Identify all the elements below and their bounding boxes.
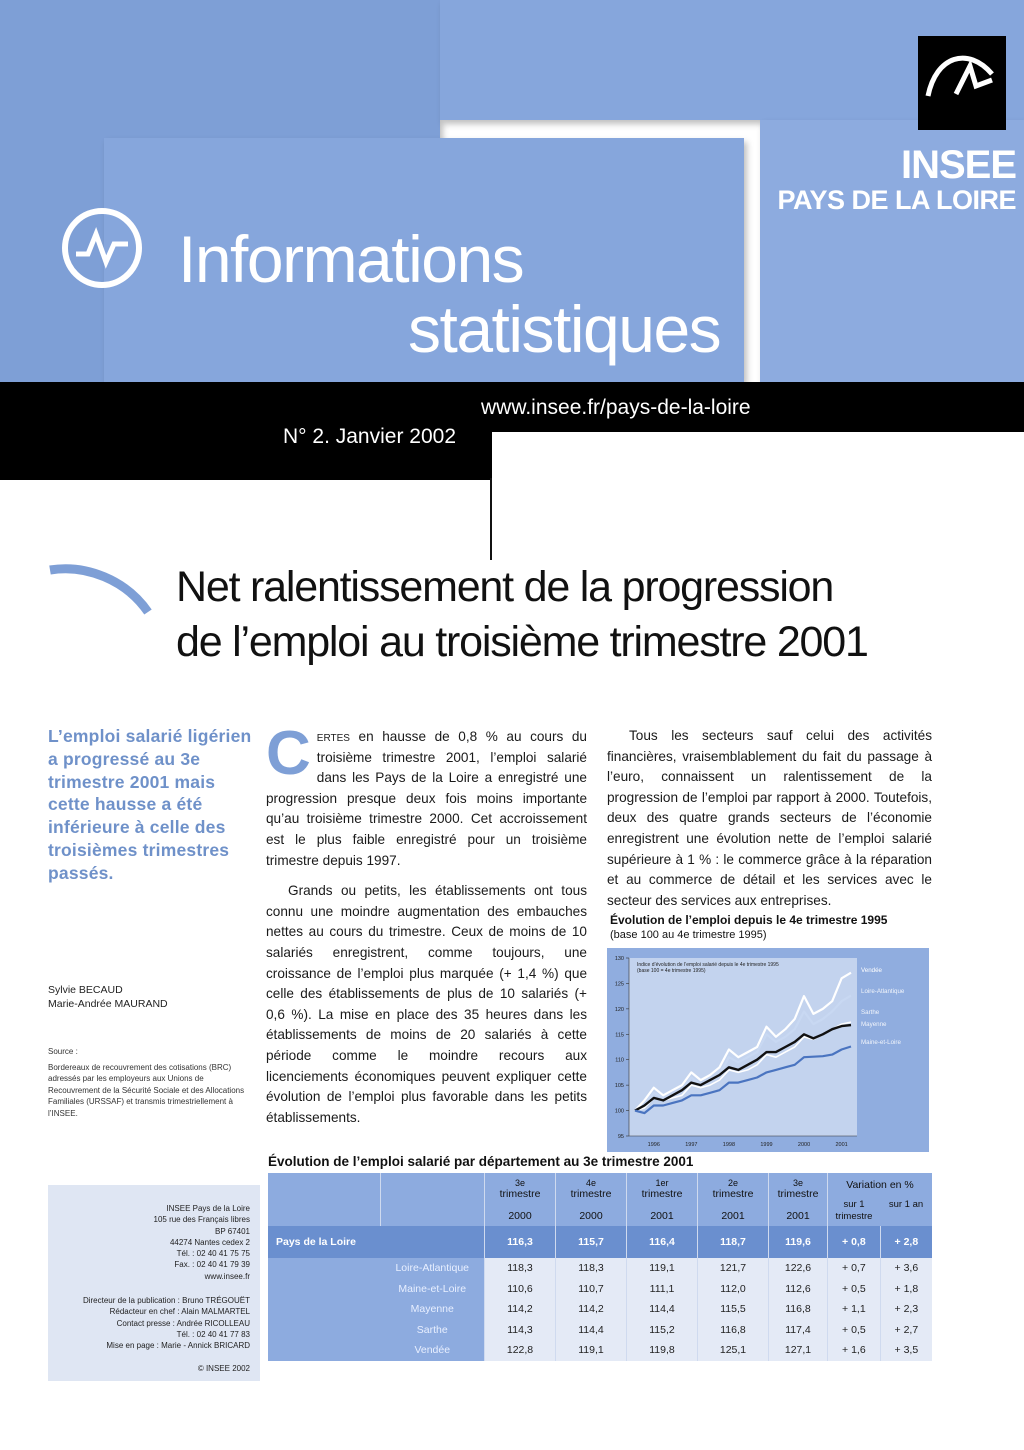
author-2: Marie-Andrée MAURAND [48, 998, 168, 1010]
legend-label: Mayenne [861, 1021, 887, 1028]
contact-address-line: www.insee.fr [204, 1271, 250, 1281]
header-col-3: 1er trimestre 2001 [627, 1173, 698, 1226]
chart-inner-subtitle: (base 100 = 4e trimestre 1995) [637, 968, 706, 974]
contact-address-line: 44274 Nantes cedex 2 [169, 1237, 250, 1247]
chart-container [607, 948, 929, 1152]
header-var-an: sur 1 an [888, 1199, 924, 1210]
contact-staff-line: Mise en page : Marie - Annick BRICARD [106, 1341, 250, 1351]
authors [48, 983, 168, 1011]
row-label: Sarthe [381, 1320, 485, 1341]
x-tick-label: 1996 [647, 1142, 660, 1148]
header-col-5: 3e trimestre 2001 [769, 1173, 828, 1226]
row-label: Loire-Atlantique [381, 1258, 485, 1279]
row-label: Mayenne [381, 1299, 485, 1320]
table-row-total: Pays de la Loire 116,3 115,7 116,4 118,7 119,6 + 0,8 + 2,8 [268, 1226, 932, 1258]
y-tick-label: 105 [614, 1083, 624, 1090]
table-row: Maine-et-Loire 110,6 110,7 111,1 112,0 112,6 + 0,5 + 1,8 [268, 1279, 932, 1300]
contact-staff [83, 1295, 250, 1351]
contact-box [48, 1185, 260, 1381]
x-tick-label: 1998 [722, 1142, 736, 1148]
row-label: Maine-et-Loire [381, 1279, 485, 1300]
contact-address-line: Tél. : 02 40 41 75 75 [176, 1249, 250, 1259]
contact-staff-line: Contact presse : Andrée RICOLLEAU [116, 1318, 250, 1328]
header-title-line2: statistiques [408, 292, 721, 366]
divider-line [490, 478, 492, 560]
header-blank-2 [381, 1173, 485, 1226]
y-tick-label: 130 [614, 956, 624, 962]
contact-address [154, 1203, 251, 1282]
contact-staff-line: Rédacteur en chef : Alain MALMARTEL [109, 1307, 250, 1317]
dropcap: C [266, 719, 311, 788]
title-swoosh-icon [46, 560, 156, 620]
body-column-1 [266, 719, 587, 1138]
x-tick-label: 1999 [760, 1142, 773, 1148]
contact-address-line: 105 rue des Français libres [153, 1215, 250, 1225]
org-name: INSEE [900, 143, 1016, 187]
header-var-trimestre: sur 1 trimestre [835, 1199, 873, 1222]
paragraph-1 [266, 719, 587, 871]
row-label: Pays de la Loire [268, 1226, 485, 1258]
employment-table [268, 1173, 932, 1361]
y-tick-label: 100 [614, 1108, 624, 1115]
source-note [48, 1046, 253, 1119]
chart-inner-title: Indice d’évolution de l’emploi salarié depuis le 4e trimestre 1995 [637, 962, 779, 968]
contact-staff-line: Directeur de la publication : Bruno TRÉGOUËT [82, 1296, 250, 1305]
author-1: Sylvie BECAUD [48, 984, 123, 996]
article-title-line2: de l’emploi au troisième trimestre 2001 [176, 618, 868, 666]
plot-area [629, 958, 857, 1136]
chart-title: Évolution de l’emploi depuis le 4e trimestre 1995 [610, 913, 888, 927]
org-region: PAYS DE LA LOIRE [777, 185, 1016, 215]
contact-staff-line: Tél. : 02 40 41 77 83 [176, 1329, 250, 1339]
paragraph-1-lead: ertes [316, 729, 350, 744]
paragraph-1-text: en hausse de 0,8 % au cours du troisième trimestre 2001, l’emploi salarié dans les Pays de la Loire a enregistré une progression presque deux fois moins importante qu’au troisième trimestre 2000. Cet accroissement est le plus faible enregistré pour un troisième trimestre depuis 1997. [266, 729, 587, 868]
employment-chart [607, 948, 929, 1152]
copyright: © INSEE 2002 [197, 1364, 250, 1373]
article-title [176, 560, 868, 670]
header-blank [268, 1173, 381, 1226]
table-title: Évolution de l’emploi salarié par département au 3e trimestre 2001 [268, 1154, 694, 1169]
insee-logo-icon [918, 36, 1006, 130]
table-row: Sarthe 114,3 114,4 115,2 116,8 117,4 + 0,5 + 2,7 [268, 1320, 932, 1341]
article-lede: L’emploi salarié ligérien a progressé au 3e trimestre 2001 mais cette hausse a été inférieure à celle des troisièmes trimestres passés. [48, 726, 252, 883]
legend-label: Loire-Atlantique [861, 988, 905, 995]
header-col-1: 3e trimestre 2000 [485, 1173, 556, 1226]
site-url[interactable]: www.insee.fr/pays-de-la-loire [481, 396, 751, 419]
legend-label: Vendée [861, 967, 882, 974]
legend-label: Maine-et-Loire [861, 1039, 901, 1046]
source-label: Source : [48, 1047, 78, 1056]
y-tick-label: 125 [614, 981, 624, 988]
paragraph-3: Tous les secteurs sauf celui des activités financières, vraisemblablement du fait du passage à l’euro, connaissent un ralentissement de la progression de l’emploi par rapport à 2000. Toutefois, deux des quatre grands secteurs de l’économie enregistrent une évolution nette de l’emploi salarié supérieure à 1 % : le commerce grâce à la réparation et au commerce de détail et les services avec le secteur des services aux entreprises. [607, 728, 932, 908]
y-tick-label: 95 [617, 1134, 624, 1140]
paragraph-2: Grands ou petits, les établissements ont tous connu une moindre augmentation des embauches nettes au cours du trimestre. Ceux de moins de 10 salariés enregistrent, comme toujours, une croissance de l’emploi plus marquée (+ 1,4 %) que celle des établissements de plus de 10 salariés (+ 0,6 %). La mise en place des 35 heures dans les établissements de moins de 20 salariés à cette période comme le moindre recours aux licenciements économiques peuvent expliquer cette évolution de l’emploi plus favorable dans les petits établissements. [266, 883, 587, 1125]
source-text: Bordereaux de recouvrement des cotisations (BRC) adressés par les employeurs aux Unions de Recouvrement de la Sécurité Sociale et des Allocations Familiales (URSSAF) et transmis trimestriellement à l’INSEE. [48, 1062, 245, 1118]
contact-address-line: BP 67401 [215, 1226, 250, 1236]
header-col-4: 2e trimestre 2001 [698, 1173, 769, 1226]
x-tick-label: 1997 [685, 1142, 698, 1148]
y-tick-label: 115 [615, 1032, 624, 1039]
y-tick-label: 110 [615, 1057, 624, 1064]
row-label: Vendée [381, 1340, 485, 1361]
table-row: Mayenne 114,2 114,2 114,4 115,5 116,8 + 1,1 + 2,3 [268, 1299, 932, 1320]
insee-logo [918, 36, 1006, 130]
contact-address-line: Fax. : 02 40 41 79 39 [174, 1260, 250, 1270]
issue-number: N° 2. Janvier 2002 [283, 425, 456, 448]
chart-subtitle: (base 100 au 4e trimestre 1995) [610, 929, 767, 941]
article-title-line1: Net ralentissement de la progression [176, 563, 834, 611]
legend-label: Sarthe [861, 1009, 880, 1016]
table-header-row [268, 1173, 932, 1226]
x-tick-label: 2000 [797, 1142, 811, 1148]
header-col-2: 4e trimestre 2000 [556, 1173, 627, 1226]
stats-circle-icon [60, 206, 144, 290]
contact-address-line: INSEE Pays de la Loire [166, 1204, 250, 1213]
table-row: Loire-Atlantique 118,3 118,3 119,1 121,7 122,6 + 0,7 + 3,6 [268, 1258, 932, 1279]
header-variation: Variation en % sur 1 trimestre sur 1 an [828, 1173, 933, 1226]
y-tick-label: 120 [614, 1006, 624, 1013]
x-tick-label: 2001 [835, 1142, 848, 1148]
table-row: Vendée 122,8 119,1 119,8 125,1 127,1 + 1,6 + 3,5 [268, 1340, 932, 1361]
body-column-2 [607, 726, 932, 921]
header-title-line1: Informations [178, 222, 524, 296]
